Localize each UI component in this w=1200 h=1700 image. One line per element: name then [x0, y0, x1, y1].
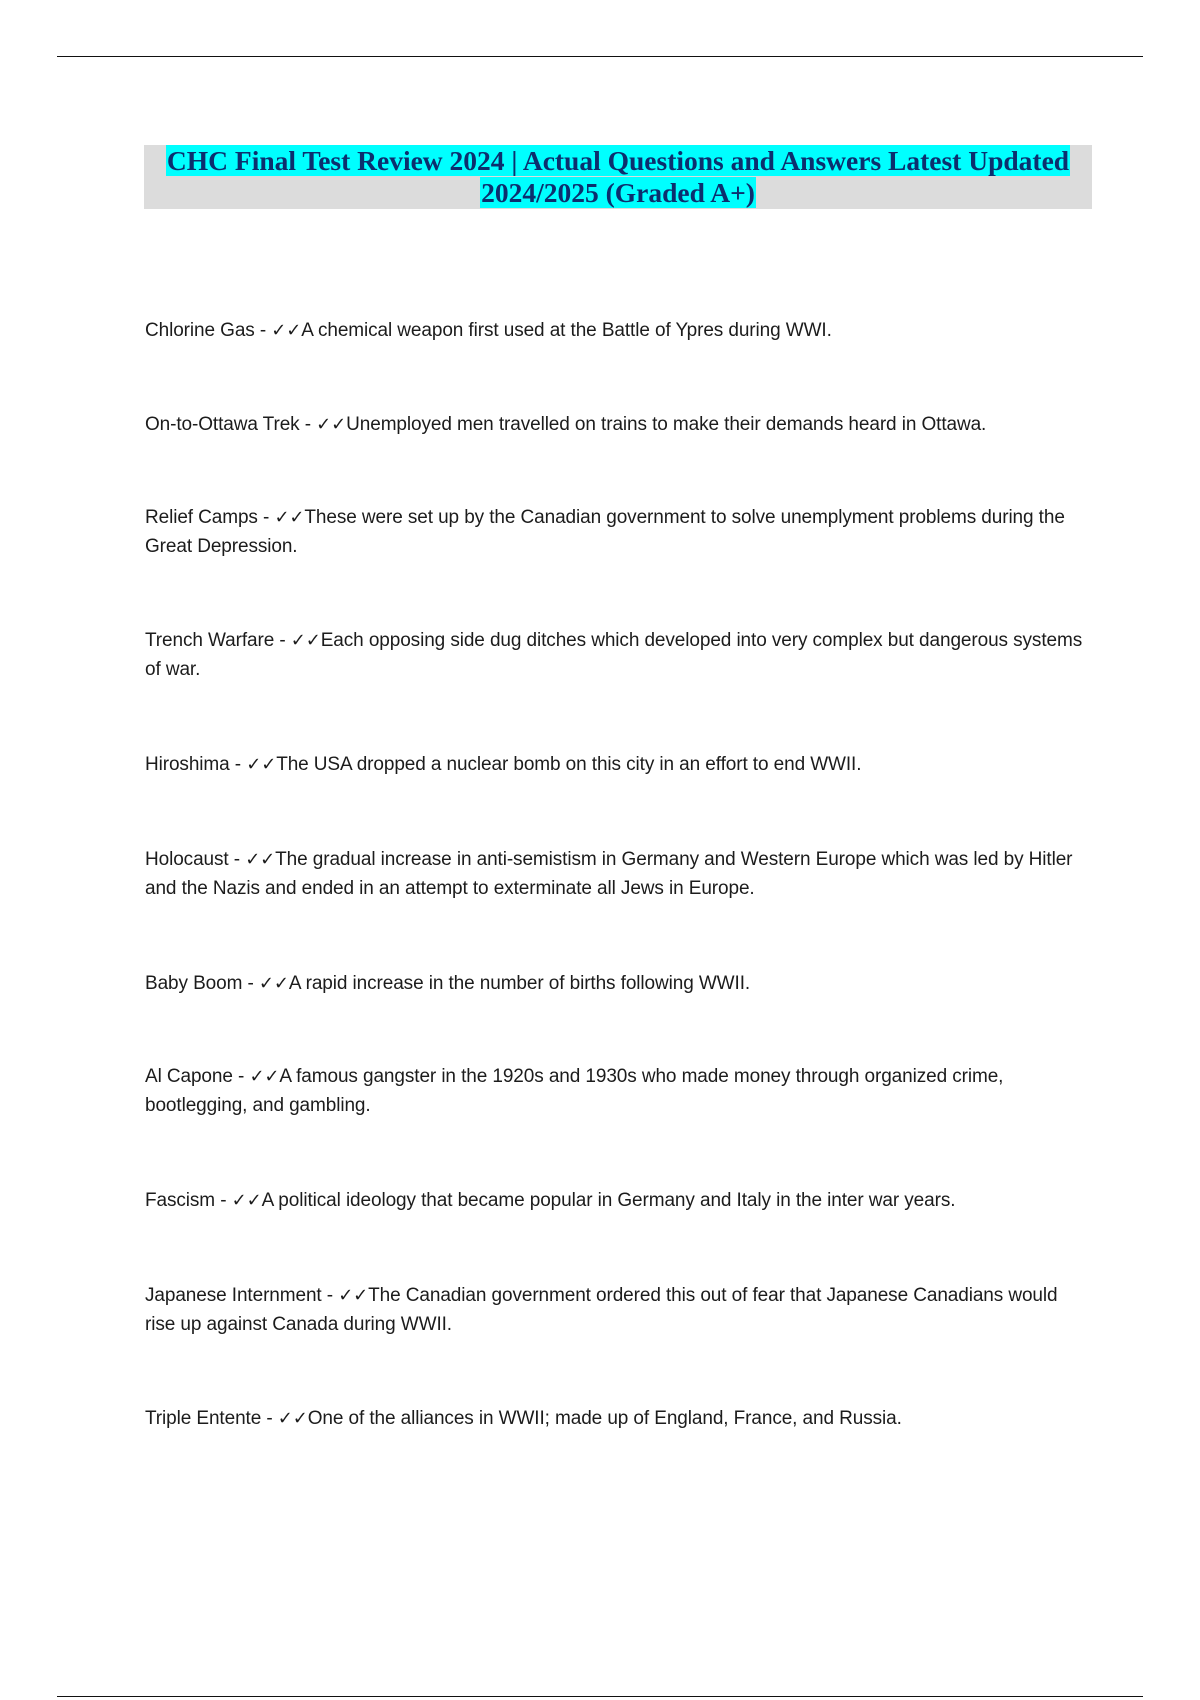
- entry-definition: Unemployed men travelled on trains to make their demands heard in Ottawa.: [346, 414, 987, 435]
- check-marks-icon: ✓✓: [290, 630, 321, 651]
- check-marks-icon: ✓✓: [231, 1190, 262, 1211]
- title-line-2: 2024/2025 (Graded A+): [481, 177, 755, 208]
- entry-definition: Each opposing side dug ditches which developed into very complex but dangerous systems of war.: [145, 630, 1083, 680]
- list-item: Japanese Internment - ✓✓The Canadian government ordered this out of fear that Japanese Canadians would rise up against Canada during WWII.: [145, 1285, 1058, 1335]
- list-item: Relief Camps - ✓✓These were set up by the Canadian government to solve unemplyment problems during the Great Depression.: [145, 507, 1065, 557]
- entry-definition: The gradual increase in anti-semistism in Germany and Western Europe which was led by Hitler and the Nazis and ended in an attempt to exterminate all Jews in Europe.: [145, 849, 1073, 899]
- top-rule: [57, 56, 1143, 57]
- entry-term: Chlorine Gas: [145, 320, 255, 341]
- list-item: Trench Warfare - ✓✓Each opposing side dug ditches which developed into very complex but dangerous systems of war.: [145, 630, 1083, 680]
- list-item: Hiroshima - ✓✓The USA dropped a nuclear bomb on this city in an effort to end WWII.: [145, 754, 862, 775]
- bottom-rule: [57, 1696, 1143, 1697]
- list-item: On-to-Ottawa Trek - ✓✓Unemployed men travelled on trains to make their demands heard in Ottawa.: [145, 414, 987, 435]
- title-line-1: CHC Final Test Review 2024 | Actual Questions and Answers Latest Updated: [166, 145, 1070, 176]
- check-marks-icon: ✓✓: [246, 754, 277, 775]
- check-marks-icon: ✓✓: [274, 507, 305, 528]
- list-item: Triple Entente - ✓✓One of the alliances in WWII; made up of England, France, and Russia.: [145, 1408, 902, 1429]
- list-item: Al Capone - ✓✓A famous gangster in the 1920s and 1930s who made money through organized crime, bootlegging, and gambling.: [145, 1066, 1004, 1116]
- entry-term: On-to-Ottawa Trek: [145, 414, 300, 435]
- check-marks-icon: ✓✓: [245, 849, 276, 870]
- list-item: Fascism - ✓✓A political ideology that became popular in Germany and Italy in the inter war years.: [145, 1190, 956, 1211]
- list-item: Holocaust - ✓✓The gradual increase in anti-semistism in Germany and Western Europe which was led by Hitler and the Nazis and ended in an attempt to exterminate all Jews in Europe.: [145, 849, 1073, 899]
- check-marks-icon: ✓✓: [258, 973, 289, 994]
- entry-definition: The Canadian government ordered this out of fear that Japanese Canadians would rise up against Canada during WWII.: [145, 1285, 1058, 1335]
- check-marks-icon: ✓✓: [271, 320, 302, 341]
- entry-definition: A chemical weapon first used at the Battle of Ypres during WWI.: [301, 320, 832, 341]
- entry-term: Hiroshima: [145, 754, 230, 775]
- entry-definition: One of the alliances in WWII; made up of England, France, and Russia.: [307, 1408, 902, 1429]
- entry-definition: A famous gangster in the 1920s and 1930s who made money through organized crime, bootlegging, and gambling.: [145, 1066, 1004, 1116]
- check-marks-icon: ✓✓: [249, 1066, 280, 1087]
- check-marks-icon: ✓✓: [277, 1408, 308, 1429]
- document-title: [144, 145, 1092, 209]
- entry-term: Baby Boom: [145, 973, 243, 994]
- entry-definition: These were set up by the Canadian government to solve unemplyment problems during the Great Depression.: [145, 507, 1065, 557]
- entry-definition: A political ideology that became popular in Germany and Italy in the inter war years.: [261, 1190, 956, 1211]
- list-item: Baby Boom - ✓✓A rapid increase in the number of births following WWII.: [145, 973, 751, 994]
- list-item: Chlorine Gas - ✓✓A chemical weapon first used at the Battle of Ypres during WWI.: [145, 320, 832, 341]
- entry-term: Triple Entente: [145, 1408, 262, 1429]
- entry-definition: A rapid increase in the number of births following WWII.: [288, 973, 751, 994]
- entry-term: Fascism: [145, 1190, 216, 1211]
- entry-definition: The USA dropped a nuclear bomb on this city in an effort to end WWII.: [276, 754, 862, 775]
- check-marks-icon: ✓✓: [338, 1285, 369, 1306]
- check-marks-icon: ✓✓: [316, 414, 347, 435]
- entry-term: Trench Warfare: [145, 630, 275, 651]
- entry-term: Japanese Internment: [145, 1285, 322, 1306]
- entry-term: Relief Camps: [145, 507, 258, 528]
- entry-term: Al Capone: [145, 1066, 233, 1087]
- entry-term: Holocaust: [145, 849, 229, 870]
